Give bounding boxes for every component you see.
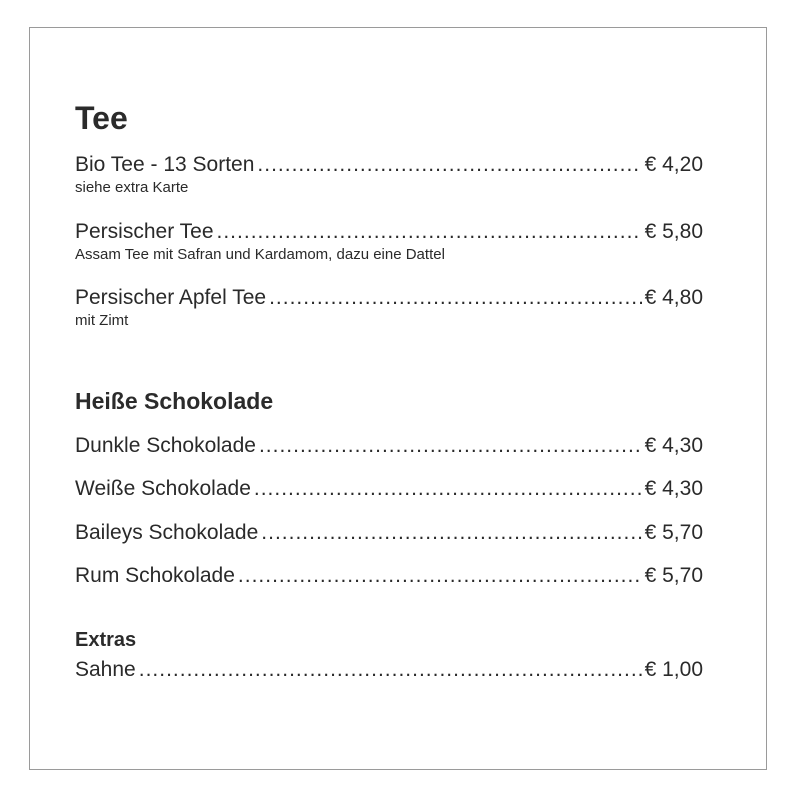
item-price: € 5,70 [644,521,703,544]
item-description: siehe extra Karte [75,179,189,196]
item-price: € 4,20 [644,153,703,176]
menu-item-sahne [75,658,703,682]
item-price: € 1,00 [644,658,703,681]
item-price: € 4,30 [644,477,703,500]
dot-leader [254,477,642,501]
item-price: € 5,70 [644,564,703,587]
item-description: Assam Tee mit Safran und Kardamom, dazu eine Dattel [75,246,445,263]
item-name: Weiße Schokolade [75,477,251,500]
section-title-extras: Extras [75,629,137,651]
item-price: € 4,80 [644,286,703,309]
menu-item-baileys-schokolade [75,521,703,545]
menu-item-persischer-tee [75,220,703,264]
dot-leader [238,564,642,588]
dot-leader [261,521,641,545]
dot-leader [269,286,642,310]
item-name: Persischer Tee [75,220,214,243]
dot-leader [217,220,642,244]
item-price: € 4,30 [644,434,703,457]
menu-item-rum-schokolade [75,564,703,588]
item-description: mit Zimt [75,312,129,329]
item-price: € 5,80 [644,220,703,243]
section-title-tea: Tee [75,100,128,136]
item-name: Dunkle Schokolade [75,434,256,457]
menu-item-bio-tee [75,153,703,197]
item-name: Rum Schokolade [75,564,235,587]
menu-item-persischer-apfel-tee [75,286,703,330]
menu-item-weisse-schokolade [75,477,703,501]
item-name: Persischer Apfel Tee [75,286,267,309]
item-name: Baileys Schokolade [75,521,259,544]
menu-item-dunkle-schokolade [75,434,703,458]
dot-leader [259,434,642,458]
item-name: Sahne [75,658,136,681]
dot-leader [257,153,641,177]
dot-leader [139,658,642,682]
section-title-chocolate: Heiße Schokolade [75,388,274,414]
item-name: Bio Tee - 13 Sorten [75,153,255,176]
